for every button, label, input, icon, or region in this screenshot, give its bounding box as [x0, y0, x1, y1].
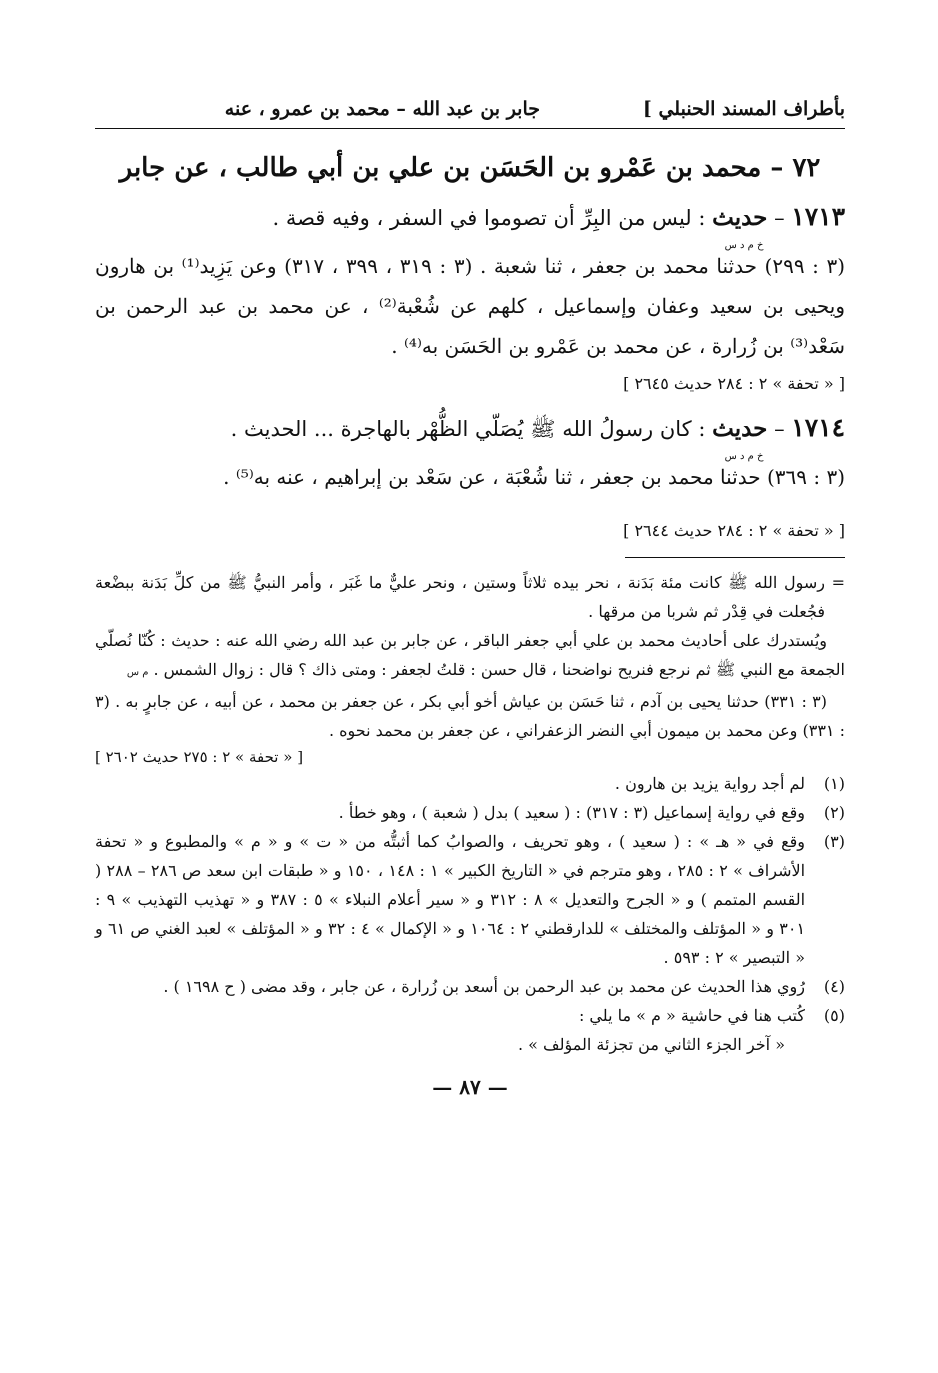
chapter-title: ٧٢ – محمد بن عَمْرو بن الحَسَن بن علي بن أبي طالب ، عن جابر — [119, 153, 821, 183]
footnote-sigla: م س — [126, 667, 149, 678]
footnote-number: (٢) — [823, 803, 845, 822]
header-book-title: بأطراف المسند الحنبلي ] — [642, 98, 845, 120]
hadith-reference: [ « تحفة » ٢ : ٢٨٤ حديث ٢٦٤٥ ] — [623, 374, 845, 393]
hadith-reference: [ « تحفة » ٢ : ٢٨٤ حديث ٢٦٤٤ ] — [623, 521, 845, 540]
footnote-reference: [ « تحفة » ٢ : ٢٧٥ حديث ٢٦٠٢ ] — [95, 748, 304, 766]
footnote-number: (١) — [823, 774, 845, 793]
footnote-quote: « آخر الجزء الثاني من تجزئة المؤلف » . — [518, 1035, 785, 1054]
header-section-title: جابر بن عبد الله – محمد بن عمرو ، عنه — [224, 98, 540, 120]
running-header — [95, 88, 845, 129]
footnote-item: (٣) وقع في « هـ » : ( سعيد ) ، وهو تحريف ، والصوابُ كما أثبتُّه من « ت » و « م » والمطبوع و « تحفة الأشراف » ٢ : ٢٨٥ ، وهو مترجم في « التاريخ الكبير » ١ : ١٤٨ ، ١٥٠ و « طبقات ابن سعد ص ٢٨٦ – ٢٨٨ ( القسم المتمم ) و « الجرح والتعديل » ٨ : ٣١٢ و « سير أعلام النبلاء » ٥ : ٣٨٧ و « تهذيب التهذيب » ٩ : ٣٠١ و « المؤتلف والمختلف » للدارقطني ٢ : ١٠٦٤ و « الإكمال » ٤ : ٣٢ و « المؤتلف » لعبد الغني ص ٦١ و « التبصير » ٢ : ٥٩٣ . — [95, 827, 845, 972]
footnote-paragraph: ويُستدرك على أحاديث محمد بن علي أبي جعفر الباقر ، عن جابر بن عبد الله رضي الله عنه : حديث : كُنّا نُصلّي الجمعة مع النبي ﷺ ثم نرجع فنريح نواضحنا ، قال حسن : قلتُ لجعفر : ومتى ذاك ؟ قال : زوال الشمس . م س — [95, 631, 845, 679]
document-page — [95, 88, 845, 1099]
hadith-text: : ليس من البِرِّ أن تصوموا في السفر ، وفيه قصة . — [272, 206, 706, 230]
footnote-number: (٥) — [823, 1006, 845, 1025]
hadith-number: ١٧١٤ — [791, 413, 845, 442]
footnote-item: (٥) كُتب هنا في حاشية « م » ما يلي : — [95, 1001, 845, 1030]
hadith-label: حديث خ م د س — [712, 409, 767, 449]
hadith-isnad: (٣ : ٢٩٩) حدثنا محمد بن جعفر ، ثنا شعبة . (٣ : ٣١٩ ، ٣٩٩ ، ٣١٧) وعن يَزِيد⁽¹⁾ بن هارون ويحيى بن سعيد وعفان وإسماعيل ، كلهم عن شُعْبة⁽²⁾ ، عن محمد بن عبد الرحمن بن سَعْد⁽³⁾ بن زُرارة ، عن محمد بن عَمْرو بن الحَسَن به⁽⁴⁾ . — [95, 254, 846, 358]
continuation-marker: = — [831, 573, 845, 592]
hadith-number: ١٧١٣ — [791, 202, 845, 231]
hadith-sigla: خ م د س — [724, 240, 764, 251]
footnote-item: (١) لم أجد رواية يزيد بن هارون . — [95, 769, 845, 798]
hadith-text: : كان رسولُ الله ﷺ يُصَلّي الظُّهْر بالهاجرة ... الحديث . — [230, 417, 706, 441]
hadith-heading: ١٧١٤ – حديث خ م د س : كان رسولُ الله ﷺ يُصَلّي الظُّهْر بالهاجرة ... الحديث . — [95, 408, 845, 449]
page-number: — ٨٧ — — [432, 1075, 508, 1099]
footnote-divider — [625, 557, 845, 558]
footnote-number: (٣) — [823, 832, 845, 851]
hadith-sigla: خ م د س — [724, 451, 764, 462]
hadith-heading: ١٧١٣ – حديث خ م د س : ليس من البِرِّ أن تصوموا في السفر ، وفيه قصة . — [95, 197, 845, 238]
hadith-isnad: (٣ : ٣٦٩) حدثنا محمد بن جعفر ، ثنا شُعْبَة ، عن سَعْد بن إبراهيم ، عنه به⁽⁵⁾ . — [223, 465, 845, 489]
footnote-continuation: = رسول الله ﷺ كانت مئة بَدَنة ، نحر بيده ثلاثاً وستين ، ونحر عليٌّ ما غَبَر ، وأمر النبيُّ ﷺ من كلِّ بَدَنة ببضْعة فجُعلت في قِدْر ثم شربا من مرقها . — [95, 568, 845, 626]
footnote-paragraph: (٣ : ٣٣١) حدثنا يحيى بن آدم ، ثنا حَسَن بن عياش أخو أبي بكر ، عن جعفر بن محمد ، عن أبيه ، عن جابرٍ به . (٣ : ٣٣١) وعن محمد بن ميمون أبي النضر الزعفراني ، عن جعفر بن محمد نحوه . — [95, 692, 845, 740]
hadith-label: حديث خ م د س — [712, 198, 767, 238]
footnotes — [95, 568, 845, 1059]
footnote-number: (٤) — [823, 977, 845, 996]
footnote-item: (٤) رُوي هذا الحديث عن محمد بن عبد الرحمن بن أسعد بن زُرارة ، عن جابر ، وقد مضى ( ح ١٦٩٨ ) . — [95, 972, 845, 1001]
footnote-item: (٢) وقع في رواية إسماعيل (٣ : ٣١٧) : ( سعيد ) بدل ( شعبة ) ، وهو خطأ . — [95, 798, 845, 827]
